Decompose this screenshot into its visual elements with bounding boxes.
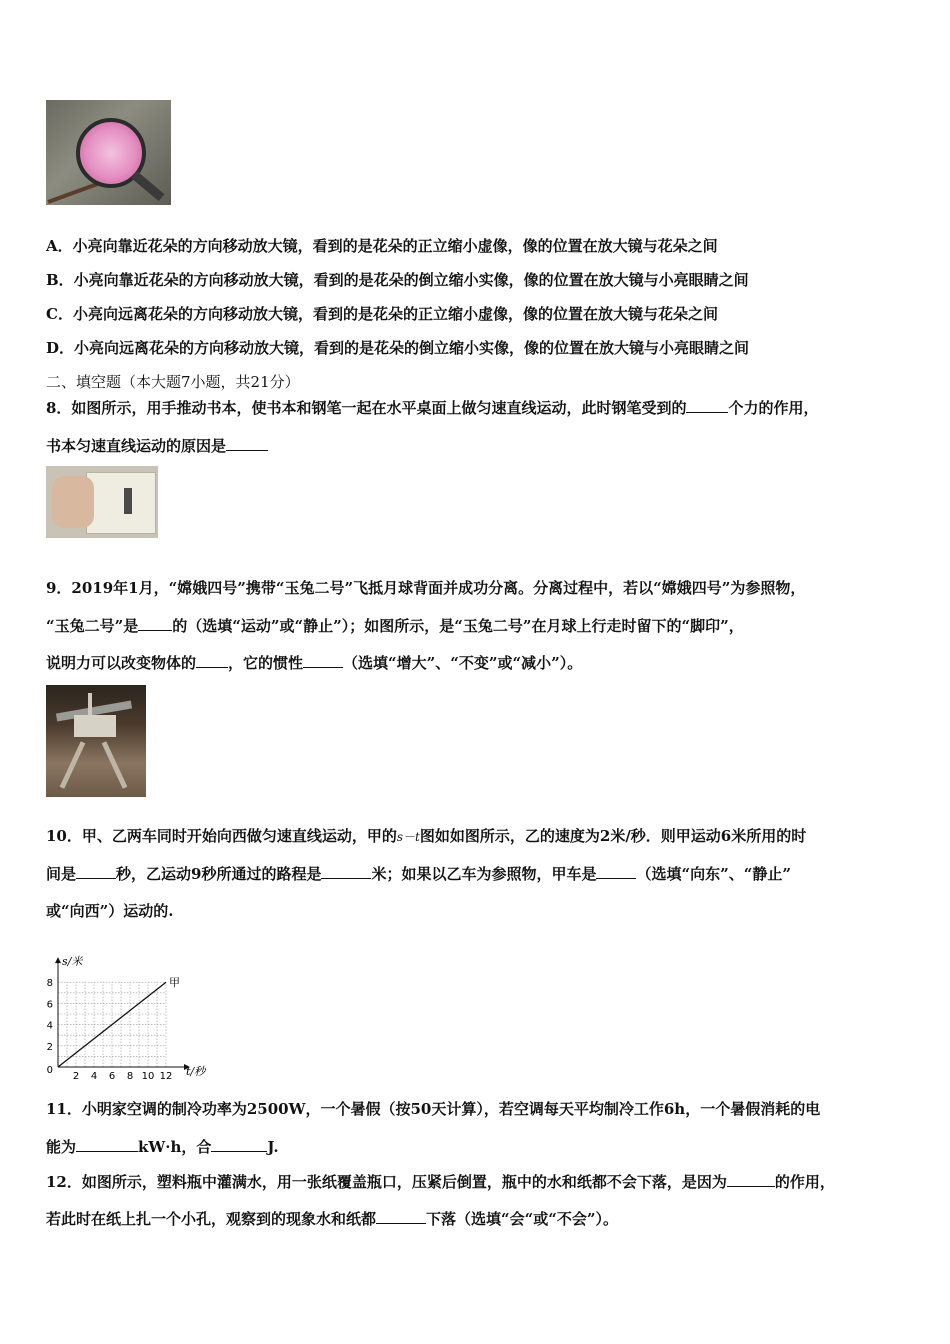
rover-leg [60, 741, 86, 788]
q9-text-2: 的（选填“运动”或“静止”）；如图所示，是“玉兔二号”在月球上行走时留下的“脚印”， [172, 617, 744, 635]
series-label: 甲 [169, 976, 180, 990]
x-axis-label: t/秒 [186, 1065, 206, 1078]
q10-line-3: 或“向西”）运动的. [46, 902, 174, 920]
q9-blank-3 [303, 653, 343, 668]
y-tick-label: 4 [46, 1020, 53, 1032]
q8-text-2: 个力的作用， [728, 399, 819, 417]
magnifier-handle [131, 171, 164, 201]
y-tick-label: 8 [46, 978, 53, 990]
q12-text-4: 下落（选填“会“或“不会”）。 [426, 1210, 619, 1228]
rover-body [74, 715, 116, 737]
q10-blank-2 [321, 864, 371, 879]
x-tick-label: 10 [141, 1071, 155, 1080]
st-chart [40, 935, 230, 1084]
lunar-rover-image [46, 685, 146, 797]
pen-shape [124, 488, 132, 514]
q11-blank-2 [211, 1137, 267, 1152]
q12-text-1: 12．如图所示，塑料瓶中灌满水，用一张纸覆盖瓶口，压紧后倒置，瓶中的水和纸都不会下落，是因为 [46, 1173, 727, 1191]
rover-leg [102, 741, 128, 788]
hand-shape [52, 476, 94, 528]
book-pen-image [46, 466, 158, 538]
q9-text-4: ，它的惯性 [228, 654, 304, 672]
q12-line-2 [46, 1209, 618, 1229]
q10-text-4: 秒，乙运动9秒所通过的路程是 [116, 865, 322, 883]
q9-line-1: 9．2019年1月，“嫦娥四号”携带“玉兔二号”飞抵月球背面并成功分离。分离过程中，若以“嫦娥四号”为参照物， [46, 579, 806, 597]
q10-text-3: 间是 [46, 865, 77, 883]
q12-line-1 [46, 1172, 835, 1192]
q7-option-d: D．小亮向远离花朵的方向移动放大镜，看到的是花朵的倒立缩小实像，像的位置在放大镜与小亮眼睛之间 [46, 339, 750, 357]
q11-blank-1 [76, 1137, 138, 1152]
x-tick-label: 8 [126, 1071, 134, 1080]
q9-blank-1 [138, 616, 172, 631]
q9-text-5: （选填“增大”、“不变”或“减小”）。 [343, 654, 583, 672]
q10-blank-3 [596, 864, 636, 879]
x-tick-label: 6 [108, 1071, 116, 1080]
q12-text-2: 的作用， [774, 1173, 835, 1191]
flower-magnifier-image [46, 100, 171, 205]
q12-blank-2 [376, 1209, 426, 1224]
q11-text-3: J. [267, 1138, 279, 1156]
y-axis-arrow [55, 957, 61, 963]
y-tick-label: 2 [46, 1041, 53, 1053]
y-tick-label: 6 [46, 999, 53, 1011]
q8-text-1: 8．如图所示，用手推动书本，使书本和钢笔一起在水平桌面上做匀速直线运动，此时钢笔受到的 [46, 399, 687, 417]
q11-line-1: 11．小明家空调的制冷功率为2500W，一个暑假（按50天计算），若空调每天平均制冷工作6h，一个暑假消耗的电 [46, 1100, 821, 1118]
q11-text-2: kW·h，合 [138, 1138, 212, 1156]
q10-text-6: （选填“向东”、“静止” [636, 865, 791, 883]
y-axis-label: s/米 [62, 955, 83, 969]
q9-text-3: 说明力可以改变物体的 [46, 654, 197, 672]
x-tick-label: 12 [159, 1071, 173, 1080]
q10-st-symbol: s－t [396, 830, 420, 844]
q10-blank-1 [76, 864, 116, 879]
q10-line-2 [46, 864, 791, 884]
q12-text-3: 若此时在纸上扎一个小孔，观察到的现象水和纸都 [46, 1210, 377, 1228]
q8-blank-2 [226, 436, 268, 451]
q8-line-2 [46, 436, 268, 456]
st-chart-svg [40, 935, 230, 1080]
q11-text-1: 能为 [46, 1138, 77, 1156]
q10-text-5: 米；如果以乙车为参照物，甲车是 [371, 865, 597, 883]
section-title: 二、填空题（本大题7小题，共21分） [46, 373, 300, 391]
q7-option-b: B．小亮向靠近花朵的方向移动放大镜，看到的是花朵的倒立缩小实像，像的位置在放大镜与小亮眼睛之间 [46, 271, 749, 289]
q11-line-2 [46, 1137, 279, 1157]
origin-label: 0 [46, 1065, 53, 1076]
q10-text-1: 10．甲、乙两车同时开始向西做匀速直线运动，甲的 [46, 827, 397, 845]
x-tick-label: 4 [90, 1071, 98, 1080]
x-tick-label: 2 [72, 1071, 80, 1080]
q10-text-2: 图如如图所示，乙的速度为2米/秒．则甲运动6米所用的时 [419, 827, 807, 845]
q8-blank-1 [686, 398, 728, 413]
q9-line-3 [46, 653, 582, 673]
q8-line-1 [46, 398, 818, 418]
q8-text-3: 书本匀速直线运动的原因是 [46, 437, 227, 455]
q12-blank-1 [727, 1172, 775, 1187]
q9-text-1: “玉兔二号”是 [46, 617, 139, 635]
q9-blank-2 [196, 653, 228, 668]
q7-option-c: C．小亮向远离花朵的方向移动放大镜，看到的是花朵的正立缩小虚像，像的位置在放大镜与花朵之间 [46, 305, 718, 323]
rover-mast [88, 693, 92, 717]
q9-line-2 [46, 616, 744, 636]
book-cover [86, 472, 156, 534]
q10-line-1 [46, 826, 806, 847]
q7-option-a: A．小亮向靠近花朵的方向移动放大镜，看到的是花朵的正立缩小虚像，像的位置在放大镜与花朵之间 [46, 237, 718, 255]
